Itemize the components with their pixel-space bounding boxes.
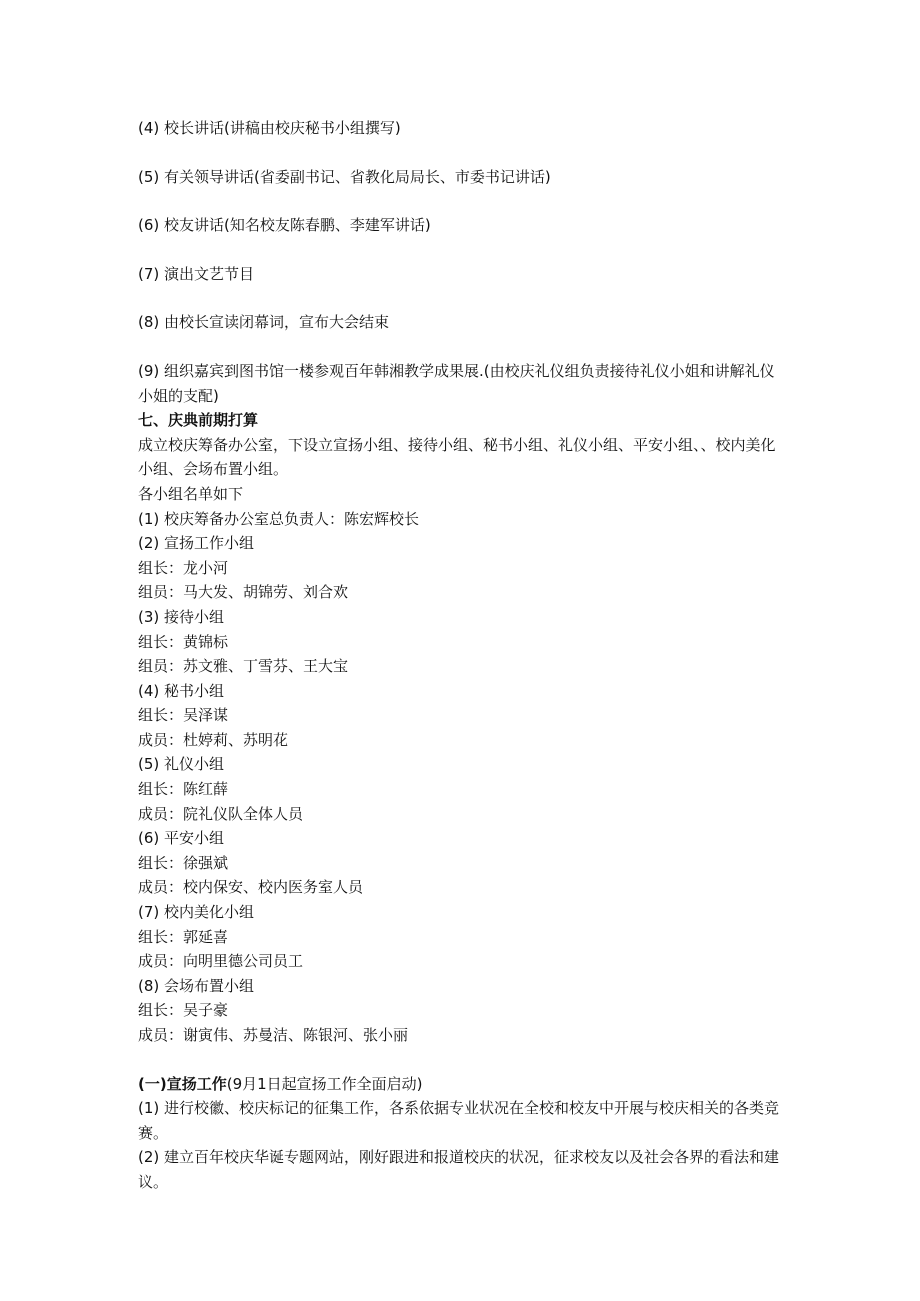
roster-line: 组长：郭延喜 <box>138 927 229 946</box>
roster-line: (5) 礼仪小组 <box>138 755 225 774</box>
roster-line: (8) 会场布置小组 <box>138 976 255 995</box>
roster-line: 组长：徐强斌 <box>138 853 229 872</box>
section-heading: 七、庆典前期打算 <box>138 411 259 430</box>
agenda-item: (9) 组织嘉宾到图书馆一楼参观百年韩湘教学成果展.(由校庆礼仪组负责接待礼仪小姐和讲解礼仪小姐的支配) <box>138 361 775 405</box>
roster-line: 成员：杜婷莉、苏明花 <box>138 730 289 749</box>
agenda-item: (7) 演出文艺节目 <box>138 264 255 283</box>
roster-line: 组员：马大发、胡锦劳、刘合欢 <box>138 583 349 602</box>
section-intro: 成立校庆筹备办公室，下设立宣扬小组、接待小组、秘书小组、礼仪小组、平安小组、、校内美化小组、会场布置小组。 <box>138 435 776 479</box>
publicity-heading <box>138 1072 788 1097</box>
roster-line: 组员：苏文雅、丁雪芬、王大宝 <box>138 657 349 676</box>
roster-line: 组长：吴子豪 <box>138 1001 229 1020</box>
agenda-list <box>138 116 788 408</box>
roster-line: 成员：向明里德公司员工 <box>138 952 304 971</box>
roster-line: 成员：院礼仪队全体人员 <box>138 804 304 823</box>
agenda-item: (8) 由校长宣读闭幕词，宣布大会结束 <box>138 313 390 332</box>
roster-line: (3) 接待小组 <box>138 607 225 626</box>
roster-line: (7) 校内美化小组 <box>138 903 255 922</box>
roster-line: 组长：龙小河 <box>138 558 229 577</box>
publicity-item: (1) 进行校徽、校庆标记的征集工作，各系依据专业状况在全校和校友中开展与校庆相关的各类竞赛。 <box>138 1099 780 1142</box>
roster-line: 组长：陈红薛 <box>138 780 229 799</box>
publicity-heading-title: (一)宣扬工作 <box>138 1074 227 1093</box>
publicity-item: (2) 建立百年校庆华诞专题网站，刚好跟进和报道校庆的状况，征求校友以及社会各界的看法和建议。 <box>138 1148 780 1191</box>
roster-line: (2) 宣扬工作小组 <box>138 534 255 553</box>
paragraph-gap <box>138 1048 788 1072</box>
agenda-item: (5) 有关领导讲话(省委副书记、省教化局局长、市委书记讲话) <box>138 167 551 186</box>
roster-line: 成员：谢寅伟、苏曼洁、陈银河、张小丽 <box>138 1026 409 1044</box>
roster-line: (4) 秘书小组 <box>138 681 225 700</box>
roster-line: 成员：校内保安、校内医务室人员 <box>138 878 364 897</box>
publicity-heading-date: (9月1日起宣扬工作全面启动) <box>226 1074 423 1093</box>
group-list-intro: 各小组名单如下 <box>138 484 244 503</box>
roster-line: 组长：黄锦标 <box>138 632 229 651</box>
roster-line: (1) 校庆筹备办公室总负责人：陈宏辉校长 <box>138 509 420 528</box>
agenda-item: (4) 校长讲话(讲稿由校庆秘书小组撰写) <box>138 119 401 137</box>
roster-line: (6) 平安小组 <box>138 829 225 848</box>
document-page <box>138 116 788 1195</box>
agenda-item: (6) 校友讲话(知名校友陈春鹏、李建军讲话) <box>138 216 431 235</box>
group-roster <box>138 507 788 1048</box>
roster-line: 组长：吴泽谋 <box>138 706 229 725</box>
